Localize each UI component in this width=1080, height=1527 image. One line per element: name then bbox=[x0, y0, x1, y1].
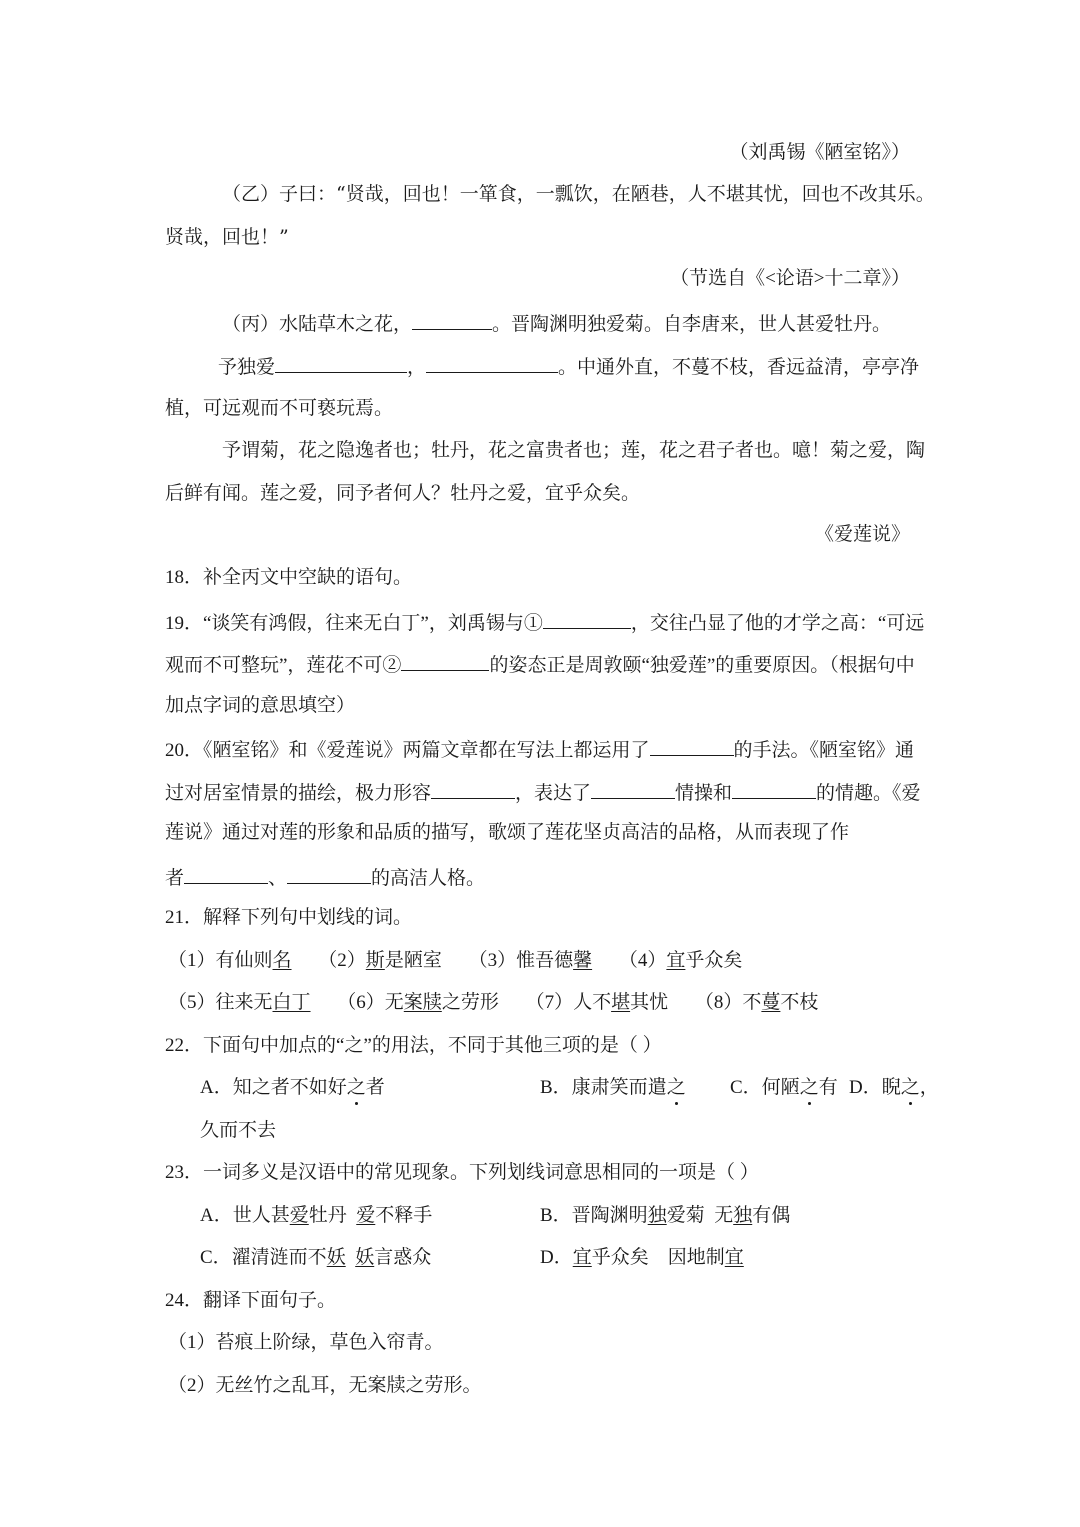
q22-option-a-dotted: 之 bbox=[346, 1077, 366, 1098]
passage-c-p1-text-b: 。晋陶渊明独爱菊。自李唐来，世人甚爱牡丹。 bbox=[492, 313, 892, 335]
passage-c-source: 《爱莲说》 bbox=[814, 524, 910, 545]
fill-blank[interactable] bbox=[732, 779, 816, 799]
q19-text-c: 观而不可整玩”，莲花不可② bbox=[165, 655, 402, 676]
q23-option-d[interactable] bbox=[540, 1246, 744, 1270]
q22-option-b[interactable] bbox=[540, 1076, 686, 1100]
q23-option-a-p2: 牡丹 bbox=[308, 1205, 357, 1226]
q21-item-8 bbox=[695, 992, 819, 1013]
q21-item-4 bbox=[619, 950, 743, 971]
q21-item-1 bbox=[168, 950, 292, 971]
question-21-items-row2 bbox=[168, 991, 818, 1015]
fill-blank[interactable] bbox=[412, 310, 492, 330]
q20-text-a: 20．《陋室铭》和《爱莲说》两篇文章都在写法上都运用了 bbox=[165, 740, 650, 761]
question-24: 24．翻译下面句子。 bbox=[165, 1290, 337, 1311]
q20-text-c: 过对居室情景的描绘，极力形容 bbox=[165, 783, 432, 804]
question-23: 23．一词多义是汉语中的常见现象。下列划线词意思相同的一项是（ ） bbox=[165, 1162, 759, 1183]
fill-blank[interactable] bbox=[426, 353, 558, 373]
question-18: 18．补全丙文中空缺的语句。 bbox=[165, 567, 413, 588]
passage-c-para2-cont: 植，可远观而不可亵玩焉。 bbox=[165, 397, 394, 419]
q22-option-d-cont: 久而不去 bbox=[200, 1120, 277, 1141]
q22-option-b-dotted: 之 bbox=[666, 1077, 686, 1098]
q23-option-b-p1: B．晋陶渊明 bbox=[540, 1205, 648, 1226]
q20-text-f: 的情趣。《爱 bbox=[816, 783, 921, 804]
question-20-line4 bbox=[165, 864, 485, 891]
q22-option-d-pre: D．睨 bbox=[849, 1077, 901, 1098]
fill-blank[interactable] bbox=[401, 651, 489, 671]
q20-text-i: 、 bbox=[268, 868, 288, 889]
fill-blank[interactable] bbox=[287, 864, 371, 884]
q23-option-b[interactable] bbox=[540, 1204, 790, 1228]
q21-item-6-pre: （6）无 bbox=[337, 992, 404, 1013]
q20-text-e: 情操和 bbox=[675, 783, 733, 804]
q21-item-1-underlined: 名 bbox=[272, 950, 292, 971]
q23-option-a-p1: A．世人甚 bbox=[200, 1205, 290, 1226]
q21-item-4-pre: （4） bbox=[618, 950, 667, 971]
q23-option-c[interactable] bbox=[200, 1246, 431, 1270]
q20-text-h: 者 bbox=[165, 868, 185, 889]
q21-item-2-underlined: 斯 bbox=[365, 950, 385, 971]
passage-c-p2-text-a: 予独爱 bbox=[218, 356, 276, 378]
q21-item-1-pre: （1）有仙则 bbox=[168, 950, 273, 971]
q23-option-c-u2: 妖 bbox=[355, 1247, 375, 1268]
q21-item-3 bbox=[469, 950, 593, 971]
q21-item-6-post: 之劳形 bbox=[441, 992, 499, 1013]
fill-blank[interactable] bbox=[543, 609, 631, 629]
q21-item-7-post: 其忧 bbox=[630, 992, 669, 1013]
passage-c-para2 bbox=[218, 353, 919, 379]
fill-blank[interactable] bbox=[650, 736, 734, 756]
q21-item-8-pre: （8）不 bbox=[694, 992, 762, 1013]
q23-option-c-p3: 言惑众 bbox=[374, 1247, 432, 1268]
q21-item-4-post: 乎众矣 bbox=[685, 950, 743, 971]
question-21-items-row1 bbox=[168, 949, 742, 973]
passage-b-line2: 贤哉，回也！” bbox=[165, 226, 289, 248]
q22-option-a-post: 者 bbox=[365, 1077, 385, 1098]
q22-option-a-pre: A．知之者不如好 bbox=[200, 1077, 347, 1098]
q21-item-5-underlined: 白丁 bbox=[272, 992, 311, 1013]
q23-option-a-u1: 爱 bbox=[289, 1205, 309, 1226]
question-20-line3: 莲说》通过对莲的形象和品质的描写，歌颂了莲花坚贞高洁的品格，从而表现了作 bbox=[165, 822, 850, 843]
q23-option-b-p3: 有偶 bbox=[752, 1205, 791, 1226]
question-22: 22．下面句中加点的“之”的用法，不同于其他三项的是（ ） bbox=[165, 1035, 662, 1056]
q23-option-a[interactable] bbox=[200, 1204, 432, 1228]
q20-text-j: 的高洁人格。 bbox=[371, 868, 486, 889]
q20-text-b: 的手法。《陋室铭》通 bbox=[733, 740, 915, 761]
q22-option-c-dotted: 之 bbox=[799, 1077, 819, 1098]
q21-item-3-underlined: 馨 bbox=[573, 950, 593, 971]
question-20-line1 bbox=[165, 736, 914, 763]
q23-option-d-u2: 宜 bbox=[724, 1247, 744, 1268]
q24-sentence-1: （1）苔痕上阶绿，草色入帘青。 bbox=[168, 1332, 444, 1353]
q21-item-2-pre: （2） bbox=[318, 950, 366, 971]
q21-item-6 bbox=[337, 992, 499, 1013]
passage-c-p2-text-c: 。中通外直，不蔓不枝，香远益清，亭亭净 bbox=[558, 356, 920, 378]
q23-option-c-p1: C．濯清涟而不 bbox=[200, 1247, 327, 1268]
question-21: 21．解释下列句中划线的词。 bbox=[165, 907, 413, 928]
q22-option-b-pre: B．康肃笑而遣 bbox=[540, 1077, 667, 1098]
q23-option-c-u1: 妖 bbox=[326, 1247, 346, 1268]
passage-c-para3: 予谓菊，花之隐逸者也；牡丹，花之富贵者也；莲，花之君子者也。噫！菊之爱，陶 bbox=[222, 439, 926, 461]
passage-c-para3-cont: 后鲜有闻。莲之爱，同予者何人？牡丹之爱，宜乎众矣。 bbox=[165, 482, 641, 504]
q21-item-8-post: 不枝 bbox=[780, 992, 819, 1013]
question-19-line1 bbox=[165, 609, 924, 636]
q21-item-2 bbox=[318, 950, 442, 971]
passage-b-source: （节选自《<论语>十二章》） bbox=[670, 268, 910, 289]
q22-option-c-post: 有 bbox=[818, 1077, 838, 1098]
fill-blank[interactable] bbox=[591, 779, 675, 799]
q22-option-c[interactable] bbox=[730, 1076, 838, 1100]
q21-item-7-underlined: 堪 bbox=[611, 992, 631, 1013]
passage-a-source: （刘禹锡《陋室铭》） bbox=[729, 141, 910, 163]
q19-text-a: 19．“谈笑有鸿假，往来无白丁”，刘禹锡与① bbox=[165, 613, 543, 634]
q21-item-7-pre: （7）人不 bbox=[525, 992, 612, 1013]
passage-b-line1: （乙）子曰：“贤哉，回也！一箪食，一瓢饮，在陋巷，人不堪其忧，回也不改其乐。 bbox=[222, 183, 935, 205]
question-20-line2 bbox=[165, 779, 921, 806]
q23-option-a-p3: 不释手 bbox=[375, 1205, 433, 1226]
question-19-line2 bbox=[165, 651, 915, 678]
q23-option-d-p1: D． bbox=[540, 1247, 573, 1268]
q23-option-b-u2: 独 bbox=[733, 1205, 753, 1226]
q19-text-b: ，交往凸显了他的才学之高：“可远 bbox=[630, 613, 925, 634]
passage-c-para1 bbox=[222, 310, 891, 336]
q22-option-a[interactable] bbox=[200, 1076, 385, 1100]
q19-text-d: 的姿态正是周敦颐“独爱莲”的重要原因。（根据句中 bbox=[489, 655, 915, 676]
passage-c-p2-text-b: ， bbox=[407, 356, 427, 378]
q21-item-2-post: 是陋室 bbox=[384, 950, 442, 971]
q20-text-d: ，表达了 bbox=[515, 783, 592, 804]
question-19-line3: 加点字词的意思填空） bbox=[165, 695, 356, 716]
passage-c-p1-text-a: （丙）水陆草木之花， bbox=[222, 313, 413, 335]
q23-option-b-p2: 爱菊 无 bbox=[666, 1205, 734, 1226]
q21-item-5-pre: （5）往来无 bbox=[168, 992, 273, 1013]
fill-blank[interactable] bbox=[431, 779, 515, 799]
fill-blank[interactable] bbox=[275, 353, 407, 373]
q24-sentence-2: （2）无丝竹之乱耳，无案牍之劳形。 bbox=[168, 1375, 482, 1396]
q23-option-d-u1: 宜 bbox=[572, 1247, 592, 1268]
q21-item-6-underlined: 案牍 bbox=[403, 992, 442, 1013]
q22-option-d-post: ， bbox=[919, 1077, 939, 1098]
q23-option-b-u1: 独 bbox=[647, 1205, 667, 1226]
fill-blank[interactable] bbox=[184, 864, 268, 884]
q21-item-8-underlined: 蔓 bbox=[761, 992, 781, 1013]
q22-option-c-pre: C．何陋 bbox=[730, 1077, 800, 1098]
q21-item-3-pre: （3）惟吾德 bbox=[468, 950, 574, 971]
q22-option-d[interactable] bbox=[849, 1076, 939, 1100]
q22-option-d-dotted: 之 bbox=[900, 1077, 920, 1098]
q23-option-c-p2 bbox=[346, 1247, 356, 1268]
q21-item-7 bbox=[526, 992, 669, 1013]
q21-item-5 bbox=[168, 992, 311, 1013]
q21-item-4-underlined: 宜 bbox=[666, 950, 686, 971]
q23-option-a-u2: 爱 bbox=[356, 1205, 376, 1226]
q23-option-d-p2: 乎众矣 因地制 bbox=[591, 1247, 725, 1268]
